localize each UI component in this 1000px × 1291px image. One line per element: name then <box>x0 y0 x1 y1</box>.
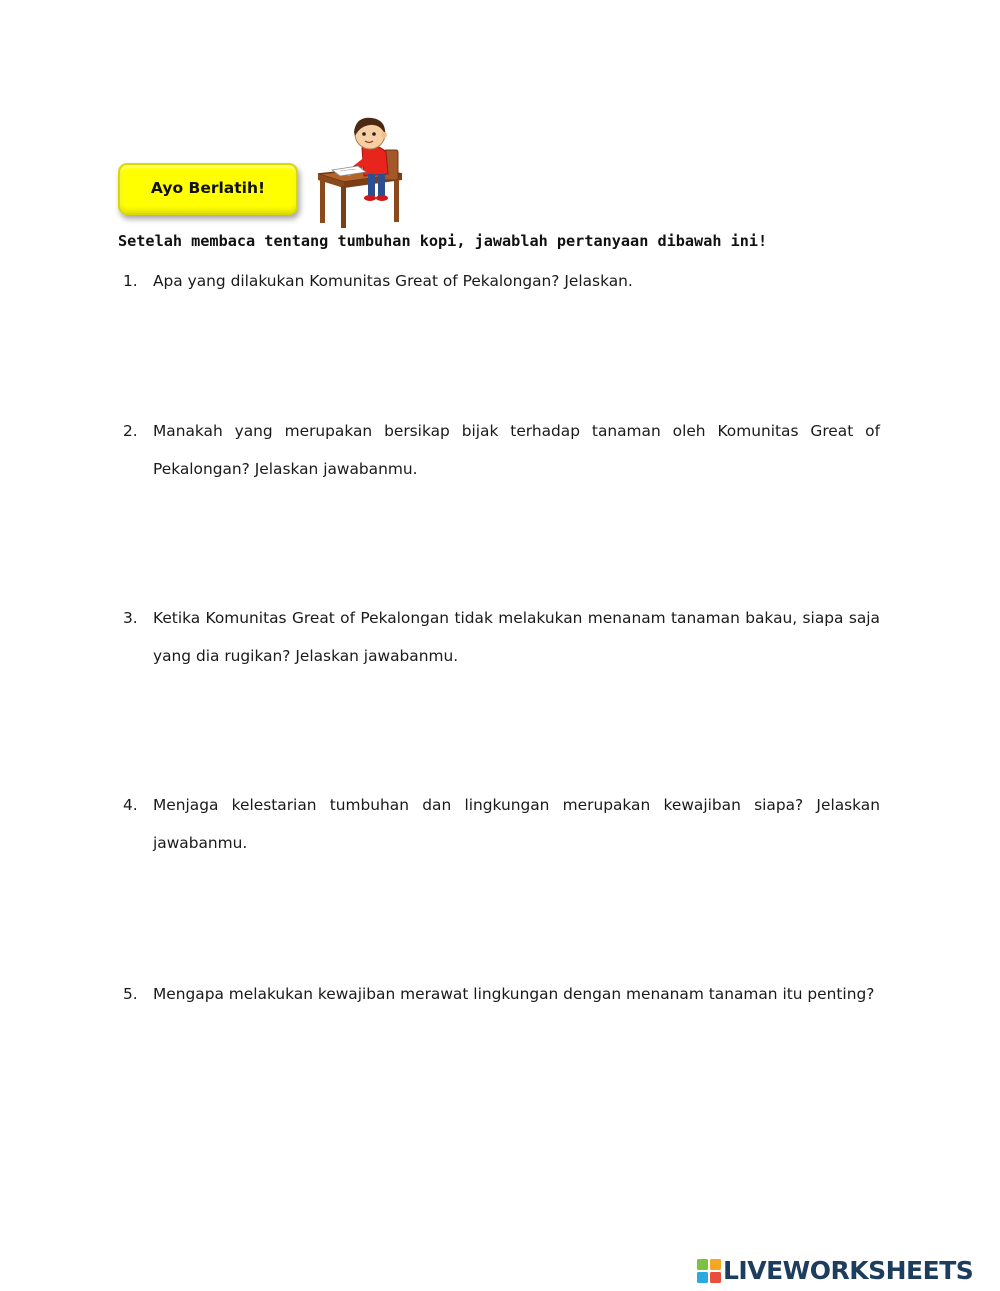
question-number: 3. <box>123 609 138 627</box>
question-text: Mengapa melakukan kewajiban merawat lingkungan dengan menanam tanaman itu penting? <box>153 985 875 1003</box>
badge-label: Ayo Berlatih! <box>150 179 266 197</box>
question-number: 2. <box>123 422 138 440</box>
question-item <box>118 786 880 862</box>
ayo-berlatih-badge <box>118 163 298 215</box>
question-number: 1. <box>123 272 138 290</box>
boy-writing-at-desk-icon <box>314 112 406 230</box>
question-item <box>118 599 880 675</box>
question-text: Ketika Komunitas Great of Pekalongan tidak melakukan menanam tanaman bakau, siapa saja yang dia rugikan? Jelaskan jawabanmu. <box>153 609 880 665</box>
question-text: Manakah yang merupakan bersikap bijak terhadap tanaman oleh Komunitas Great of Pekalongan? Jelaskan jawabanmu. <box>153 422 880 478</box>
question-number: 5. <box>123 985 138 1003</box>
question-item <box>118 412 880 488</box>
question-number: 4. <box>123 796 138 814</box>
question-item <box>118 262 880 300</box>
question-text: Apa yang dilakukan Komunitas Great of Pekalongan? Jelaskan. <box>153 272 633 290</box>
liveworksheets-logo-icon <box>697 1259 721 1283</box>
brand-wordmark: LIVEWORKSHEETS <box>723 1256 974 1285</box>
question-item <box>118 975 880 1013</box>
question-text: Menjaga kelestarian tumbuhan dan lingkungan merupakan kewajiban siapa? Jelaskan jawabanmu. <box>153 796 880 852</box>
instruction-text: Setelah membaca tentang tumbuhan kopi, jawablah pertanyaan dibawah ini! <box>118 232 768 250</box>
